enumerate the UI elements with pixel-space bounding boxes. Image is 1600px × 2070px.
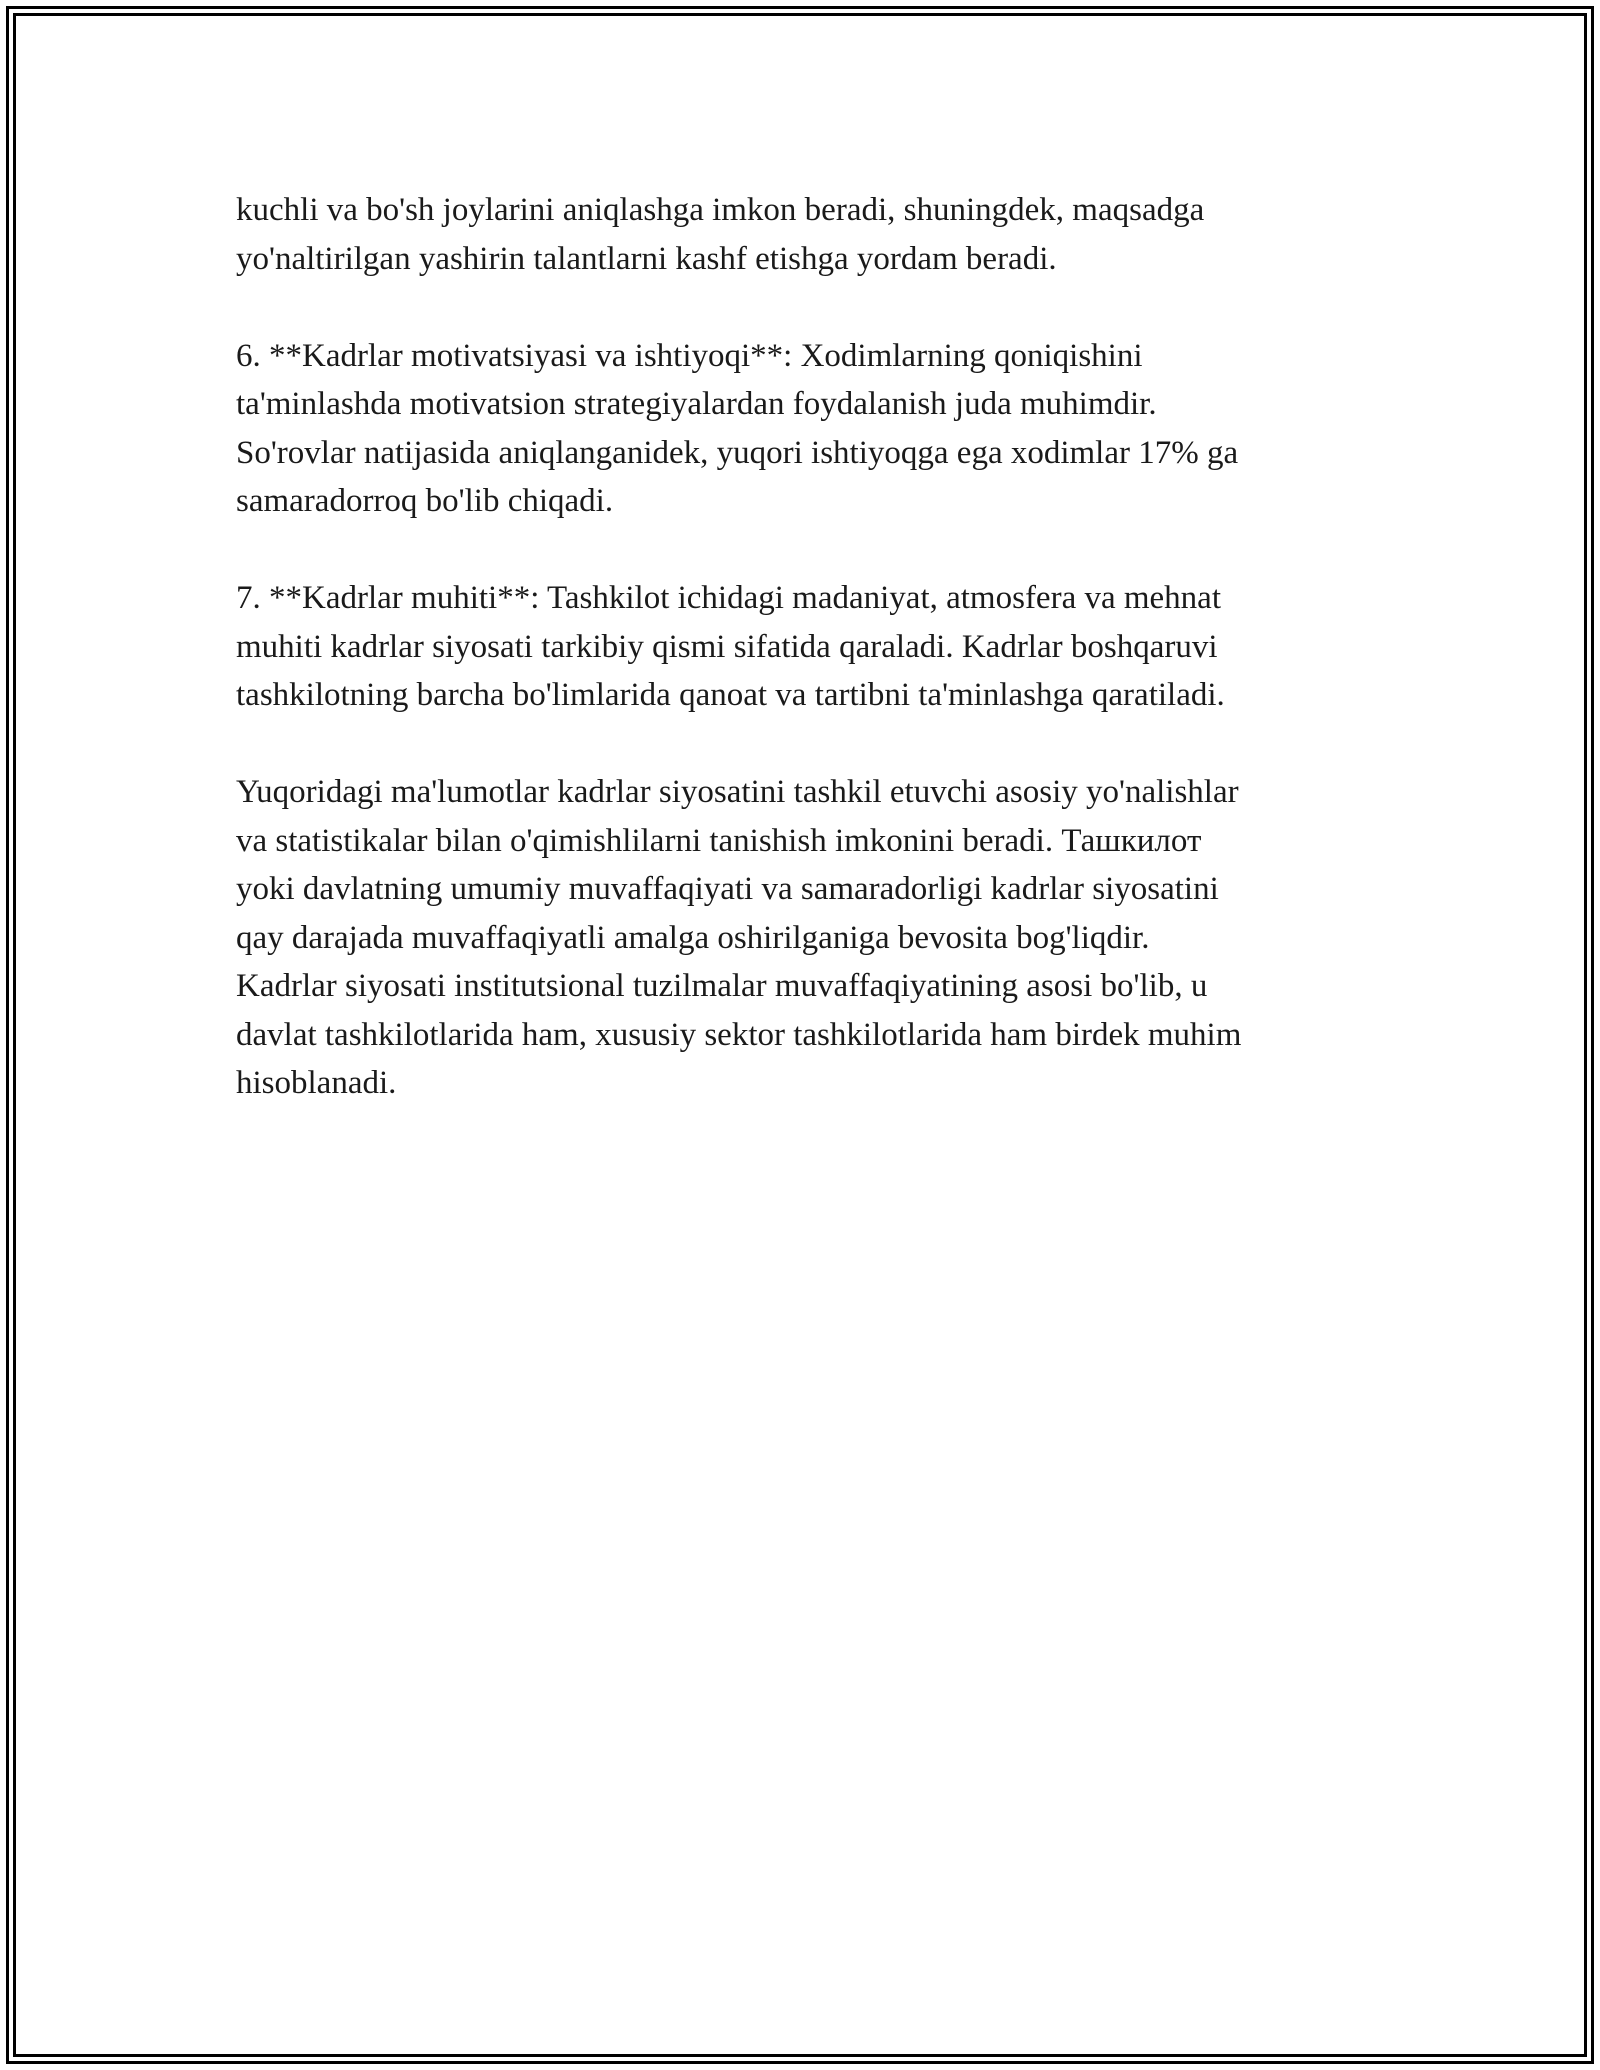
- text-line: muhiti kadrlar siyosati tarkibiy qismi sifatida qaraladi. Kadrlar boshqaruvi: [236, 628, 1218, 665]
- text-line: Kadrlar siyosati institutsional tuzilmalar muvaffaqiyatining asosi bo'lib, u: [236, 968, 1208, 1004]
- text-line: ta'minlashda motivatsion strategiyalardan foydalanish juda muhimdir.: [236, 386, 1157, 422]
- text-line: qay darajada muvaffaqiyatli amalga oshirilganiga bevosita bog'liqdir.: [236, 919, 1150, 956]
- text-line: 7. **Kadrlar muhiti**: Tashkilot ichidagi madaniyat, atmosfera va mehnat: [236, 580, 1221, 616]
- text-line: tashkilotning barcha bo'limlarida qanoat va tartibni ta'minlashga qaratiladi.: [236, 677, 1225, 713]
- text-line: So'rovlar natijasida aniqlanganidek, yuqori ishtiyoqga ega xodimlar 17% ga: [236, 434, 1239, 471]
- text-line: davlat tashkilotlarida ham, xususiy sektor tashkilotlarida ham birdek muhim: [236, 1016, 1242, 1053]
- text-line: samaradorroq bo'lib chiqadi.: [236, 483, 614, 519]
- paragraph-item-6: [236, 332, 1366, 526]
- text-line: va statistikalar bilan o'qimishlilarni tanishish imkonini beradi. Ташкилот: [236, 822, 1202, 859]
- text-line: kuchli va bo'sh joylarini aniqlashga imkon beradi, shuningdek, maqsadga: [236, 192, 1205, 228]
- text-line: yoki davlatning umumiy muvaffaqiyati va samaradorligi kadrlar siyosatini: [236, 871, 1219, 907]
- paragraph-continuation: [236, 186, 1366, 283]
- text-line: 6. **Kadrlar motivatsiyasi va ishtiyoqi**: Xodimlarning qoniqishini: [236, 337, 1143, 374]
- paragraph-item-7: [236, 574, 1366, 720]
- text-line: hisoblanadi.: [236, 1065, 397, 1101]
- document-body: [236, 186, 1366, 1156]
- text-line: Yuqoridagi ma'lumotlar kadrlar siyosatini tashkil etuvchi asosiy yo'nalishlar: [236, 774, 1239, 810]
- text-line: yo'naltirilgan yashirin talantlarni kashf etishga yordam beradi.: [236, 240, 1057, 277]
- paragraph-conclusion: [236, 768, 1366, 1108]
